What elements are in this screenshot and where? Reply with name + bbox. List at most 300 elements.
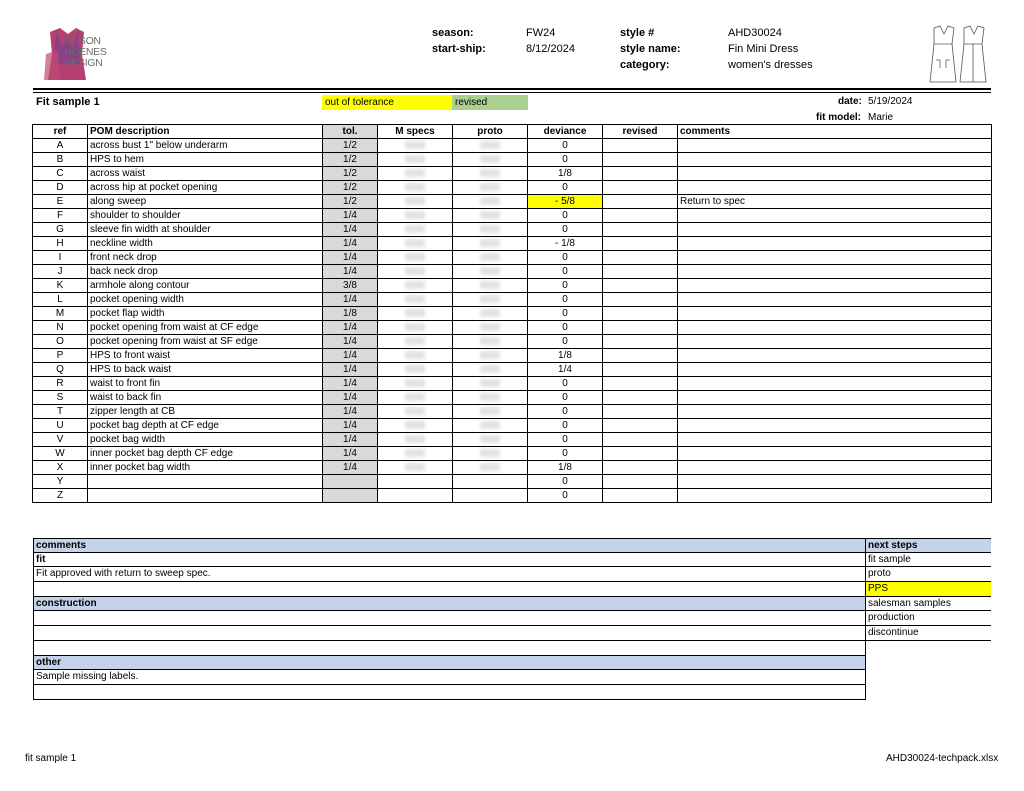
pom-ref: G bbox=[33, 223, 88, 237]
pom-deviance: 0 bbox=[528, 279, 603, 293]
pom-comment bbox=[678, 181, 992, 195]
pom-revised bbox=[603, 321, 678, 335]
redacted-value bbox=[405, 323, 425, 331]
pom-ref: F bbox=[33, 209, 88, 223]
pom-row bbox=[33, 195, 992, 209]
redacted-value bbox=[480, 393, 500, 401]
date-label: date: bbox=[838, 96, 862, 107]
pom-m-spec bbox=[378, 237, 453, 251]
pom-deviance: 0 bbox=[528, 391, 603, 405]
pom-comment bbox=[678, 321, 992, 335]
pom-comment bbox=[678, 433, 992, 447]
pom-proto bbox=[453, 391, 528, 405]
pom-revised bbox=[603, 363, 678, 377]
col-comments: comments bbox=[678, 125, 992, 139]
pom-description: pocket opening width bbox=[88, 293, 323, 307]
pom-deviance: 0 bbox=[528, 475, 603, 489]
construction-heading: construction bbox=[33, 597, 866, 612]
redacted-value bbox=[480, 141, 500, 149]
pom-revised bbox=[603, 307, 678, 321]
startship-value: 8/12/2024 bbox=[526, 43, 575, 55]
pom-proto bbox=[453, 335, 528, 349]
pom-tol: 1/4 bbox=[323, 433, 378, 447]
pom-ref: O bbox=[33, 335, 88, 349]
pom-deviance: 1/4 bbox=[528, 363, 603, 377]
pom-tol: 1/2 bbox=[323, 167, 378, 181]
pom-description: neckline width bbox=[88, 237, 323, 251]
legend-revised: revised bbox=[452, 95, 528, 110]
pom-comment bbox=[678, 279, 992, 293]
pom-row bbox=[33, 461, 992, 475]
pom-row bbox=[33, 139, 992, 153]
pom-revised bbox=[603, 377, 678, 391]
pom-description: zipper length at CB bbox=[88, 405, 323, 419]
pom-comment bbox=[678, 377, 992, 391]
pom-proto bbox=[453, 195, 528, 209]
pom-m-spec bbox=[378, 265, 453, 279]
pom-proto bbox=[453, 251, 528, 265]
next-steps-section bbox=[866, 538, 991, 641]
pom-comment bbox=[678, 251, 992, 265]
next-step-production: production bbox=[866, 611, 991, 626]
legend-out-of-tolerance: out of tolerance bbox=[322, 95, 452, 110]
pom-description: pocket bag width bbox=[88, 433, 323, 447]
pom-comment bbox=[678, 167, 992, 181]
next-step-salesman-samples: salesman samples bbox=[866, 597, 991, 612]
pom-proto bbox=[453, 349, 528, 363]
pom-deviance: 0 bbox=[528, 153, 603, 167]
startship-label: start-ship: bbox=[432, 43, 486, 55]
next-step-discontinue: discontinue bbox=[866, 626, 991, 641]
pom-tol: 1/4 bbox=[323, 391, 378, 405]
pom-revised bbox=[603, 279, 678, 293]
pom-revised bbox=[603, 391, 678, 405]
header-rule bbox=[33, 88, 991, 90]
redacted-value bbox=[480, 351, 500, 359]
pom-deviance: 0 bbox=[528, 209, 603, 223]
pom-proto bbox=[453, 405, 528, 419]
pom-row bbox=[33, 181, 992, 195]
comments-heading: comments bbox=[33, 538, 866, 553]
pom-row bbox=[33, 447, 992, 461]
redacted-value bbox=[480, 449, 500, 457]
pom-m-spec bbox=[378, 433, 453, 447]
redacted-value bbox=[480, 197, 500, 205]
other-heading: other bbox=[33, 656, 866, 671]
pom-proto bbox=[453, 321, 528, 335]
redacted-value bbox=[405, 393, 425, 401]
pom-ref: P bbox=[33, 349, 88, 363]
pom-tol bbox=[323, 475, 378, 489]
pom-m-spec bbox=[378, 377, 453, 391]
pom-ref: U bbox=[33, 419, 88, 433]
redacted-value bbox=[480, 225, 500, 233]
redacted-value bbox=[480, 323, 500, 331]
pom-proto bbox=[453, 279, 528, 293]
pom-revised bbox=[603, 405, 678, 419]
pom-row bbox=[33, 321, 992, 335]
pom-table bbox=[32, 124, 992, 503]
pom-revised bbox=[603, 181, 678, 195]
pom-revised bbox=[603, 461, 678, 475]
pom-tol: 1/4 bbox=[323, 405, 378, 419]
pom-comment bbox=[678, 419, 992, 433]
pom-m-spec bbox=[378, 447, 453, 461]
pom-tol: 1/4 bbox=[323, 349, 378, 363]
pom-deviance: 0 bbox=[528, 223, 603, 237]
category-label: category: bbox=[620, 59, 670, 71]
pom-m-spec bbox=[378, 251, 453, 265]
redacted-value bbox=[480, 281, 500, 289]
pom-ref: K bbox=[33, 279, 88, 293]
pom-comment: Return to spec bbox=[678, 195, 992, 209]
other-comments-text: Sample missing labels. bbox=[33, 670, 866, 685]
logo-text: ALISON HOENES DESIGN bbox=[64, 35, 107, 69]
redacted-value bbox=[405, 267, 425, 275]
pom-tol: 1/4 bbox=[323, 265, 378, 279]
pom-revised bbox=[603, 195, 678, 209]
redacted-value bbox=[405, 169, 425, 177]
pom-revised bbox=[603, 223, 678, 237]
pom-row bbox=[33, 223, 992, 237]
pom-proto bbox=[453, 237, 528, 251]
pom-m-spec bbox=[378, 363, 453, 377]
pom-ref: I bbox=[33, 251, 88, 265]
pom-proto bbox=[453, 209, 528, 223]
pom-row bbox=[33, 307, 992, 321]
pom-deviance: 0 bbox=[528, 293, 603, 307]
pom-m-spec bbox=[378, 195, 453, 209]
pom-description: along sweep bbox=[88, 195, 323, 209]
header-rule-thin bbox=[33, 92, 991, 93]
pom-ref: X bbox=[33, 461, 88, 475]
col-deviance: deviance bbox=[528, 125, 603, 139]
pom-description: pocket flap width bbox=[88, 307, 323, 321]
pom-proto bbox=[453, 153, 528, 167]
pom-description: waist to back fin bbox=[88, 391, 323, 405]
pom-comment bbox=[678, 447, 992, 461]
fit-model-value: Marie bbox=[868, 112, 894, 123]
pom-description: across hip at pocket opening bbox=[88, 181, 323, 195]
pom-m-spec bbox=[378, 293, 453, 307]
redacted-value bbox=[480, 267, 500, 275]
pom-row bbox=[33, 237, 992, 251]
pom-m-spec bbox=[378, 391, 453, 405]
redacted-value bbox=[480, 309, 500, 317]
pom-description bbox=[88, 489, 323, 503]
redacted-value bbox=[405, 309, 425, 317]
pom-tol: 3/8 bbox=[323, 279, 378, 293]
date-value: 5/19/2024 bbox=[868, 96, 913, 107]
pom-m-spec bbox=[378, 181, 453, 195]
pom-ref: Z bbox=[33, 489, 88, 503]
pom-comment bbox=[678, 405, 992, 419]
redacted-value bbox=[405, 421, 425, 429]
pom-proto bbox=[453, 307, 528, 321]
pom-row bbox=[33, 377, 992, 391]
pom-comment bbox=[678, 307, 992, 321]
pom-m-spec bbox=[378, 461, 453, 475]
pom-m-spec bbox=[378, 139, 453, 153]
style-name-label: style name: bbox=[620, 43, 681, 55]
pom-comment bbox=[678, 139, 992, 153]
pom-deviance: 0 bbox=[528, 139, 603, 153]
pom-tol: 1/8 bbox=[323, 307, 378, 321]
pom-m-spec bbox=[378, 167, 453, 181]
pom-row bbox=[33, 363, 992, 377]
construction-line-2 bbox=[33, 626, 866, 641]
pom-m-spec bbox=[378, 419, 453, 433]
pom-comment bbox=[678, 209, 992, 223]
pom-row bbox=[33, 475, 992, 489]
pom-proto bbox=[453, 475, 528, 489]
pom-revised bbox=[603, 349, 678, 363]
pom-proto bbox=[453, 181, 528, 195]
pom-ref: V bbox=[33, 433, 88, 447]
pom-m-spec bbox=[378, 475, 453, 489]
pom-tol: 1/4 bbox=[323, 209, 378, 223]
fit-comments-text: Fit approved with return to sweep spec. bbox=[33, 567, 866, 582]
pom-proto bbox=[453, 293, 528, 307]
pom-tol: 1/4 bbox=[323, 321, 378, 335]
pom-description: across waist bbox=[88, 167, 323, 181]
col-revised: revised bbox=[603, 125, 678, 139]
style-number-label: style # bbox=[620, 27, 655, 39]
col-proto: proto bbox=[453, 125, 528, 139]
pom-comment bbox=[678, 335, 992, 349]
pom-comment bbox=[678, 237, 992, 251]
pom-m-spec bbox=[378, 349, 453, 363]
redacted-value bbox=[480, 169, 500, 177]
pom-m-spec bbox=[378, 209, 453, 223]
pom-deviance: 0 bbox=[528, 433, 603, 447]
pom-tol: 1/4 bbox=[323, 447, 378, 461]
pom-row bbox=[33, 433, 992, 447]
pom-ref: T bbox=[33, 405, 88, 419]
pom-description: across bust 1" below underarm bbox=[88, 139, 323, 153]
pom-proto bbox=[453, 489, 528, 503]
redacted-value bbox=[480, 183, 500, 191]
redacted-value bbox=[405, 435, 425, 443]
style-number-value: AHD30024 bbox=[728, 27, 782, 39]
pom-comment bbox=[678, 265, 992, 279]
redacted-value bbox=[405, 351, 425, 359]
pom-description: HPS to hem bbox=[88, 153, 323, 167]
pom-description: pocket bag depth at CF edge bbox=[88, 419, 323, 433]
pom-tol: 1/2 bbox=[323, 195, 378, 209]
footer-sheet-name: fit sample 1 bbox=[25, 753, 77, 764]
pom-revised bbox=[603, 251, 678, 265]
pom-row bbox=[33, 391, 992, 405]
pom-deviance: 0 bbox=[528, 335, 603, 349]
redacted-value bbox=[405, 211, 425, 219]
pom-m-spec bbox=[378, 279, 453, 293]
pom-m-spec bbox=[378, 321, 453, 335]
pom-revised bbox=[603, 433, 678, 447]
pom-row bbox=[33, 335, 992, 349]
pom-description: shoulder to shoulder bbox=[88, 209, 323, 223]
pom-deviance: 0 bbox=[528, 251, 603, 265]
pom-row bbox=[33, 419, 992, 433]
comments-section bbox=[33, 538, 866, 700]
pom-row bbox=[33, 251, 992, 265]
pom-description: HPS to front waist bbox=[88, 349, 323, 363]
pom-row bbox=[33, 265, 992, 279]
pom-revised bbox=[603, 209, 678, 223]
style-name-value: Fin Mini Dress bbox=[728, 43, 799, 55]
fit-comments-blank bbox=[33, 582, 866, 597]
pom-tol: 1/4 bbox=[323, 363, 378, 377]
redacted-value bbox=[480, 211, 500, 219]
dress-sketch bbox=[926, 24, 992, 86]
pom-description: inner pocket bag width bbox=[88, 461, 323, 475]
pom-revised bbox=[603, 265, 678, 279]
pom-row bbox=[33, 279, 992, 293]
redacted-value bbox=[405, 197, 425, 205]
other-line-2 bbox=[33, 685, 866, 700]
pom-m-spec bbox=[378, 223, 453, 237]
col-tol: tol. bbox=[323, 125, 378, 139]
redacted-value bbox=[480, 337, 500, 345]
pom-tol: 1/2 bbox=[323, 153, 378, 167]
pom-revised bbox=[603, 139, 678, 153]
pom-tol: 1/2 bbox=[323, 139, 378, 153]
pom-tol: 1/4 bbox=[323, 293, 378, 307]
pom-tol: 1/4 bbox=[323, 237, 378, 251]
pom-description: waist to front fin bbox=[88, 377, 323, 391]
next-steps-heading: next steps bbox=[866, 538, 991, 553]
col-m-specs: M specs bbox=[378, 125, 453, 139]
pom-row bbox=[33, 349, 992, 363]
pom-ref: H bbox=[33, 237, 88, 251]
pom-deviance: - 1/8 bbox=[528, 237, 603, 251]
fit-sample-title: Fit sample 1 bbox=[36, 96, 100, 108]
pom-deviance: 0 bbox=[528, 377, 603, 391]
pom-m-spec bbox=[378, 489, 453, 503]
pom-comment bbox=[678, 363, 992, 377]
pom-comment bbox=[678, 391, 992, 405]
pom-comment bbox=[678, 153, 992, 167]
pom-revised bbox=[603, 475, 678, 489]
next-step-pps: PPS bbox=[866, 582, 991, 597]
pom-row bbox=[33, 293, 992, 307]
category-value: women's dresses bbox=[728, 59, 813, 71]
redacted-value bbox=[405, 155, 425, 163]
pom-ref: E bbox=[33, 195, 88, 209]
pom-description bbox=[88, 475, 323, 489]
redacted-value bbox=[405, 281, 425, 289]
pom-tol: 1/4 bbox=[323, 377, 378, 391]
pom-comment bbox=[678, 489, 992, 503]
redacted-value bbox=[405, 449, 425, 457]
pom-m-spec bbox=[378, 335, 453, 349]
redacted-value bbox=[480, 379, 500, 387]
pom-description: sleeve fin width at shoulder bbox=[88, 223, 323, 237]
pom-ref: Y bbox=[33, 475, 88, 489]
redacted-value bbox=[405, 463, 425, 471]
pom-deviance: 0 bbox=[528, 181, 603, 195]
redacted-value bbox=[405, 295, 425, 303]
pom-ref: R bbox=[33, 377, 88, 391]
pom-description: front neck drop bbox=[88, 251, 323, 265]
pom-proto bbox=[453, 447, 528, 461]
pom-description: HPS to back waist bbox=[88, 363, 323, 377]
season-value: FW24 bbox=[526, 27, 556, 39]
pom-ref: S bbox=[33, 391, 88, 405]
redacted-value bbox=[480, 365, 500, 373]
next-step-proto: proto bbox=[866, 567, 991, 582]
pom-ref: L bbox=[33, 293, 88, 307]
redacted-value bbox=[480, 295, 500, 303]
pom-revised bbox=[603, 447, 678, 461]
next-step-fit-sample: fit sample bbox=[866, 553, 991, 568]
pom-comment bbox=[678, 293, 992, 307]
redacted-value bbox=[480, 435, 500, 443]
pom-deviance: 0 bbox=[528, 321, 603, 335]
pom-revised bbox=[603, 153, 678, 167]
pom-tol: 1/4 bbox=[323, 335, 378, 349]
pom-row bbox=[33, 167, 992, 181]
pom-proto bbox=[453, 139, 528, 153]
pom-description: pocket opening from waist at CF edge bbox=[88, 321, 323, 335]
redacted-value bbox=[405, 407, 425, 415]
construction-line-3 bbox=[33, 641, 866, 656]
pom-ref: B bbox=[33, 153, 88, 167]
pom-deviance: 1/8 bbox=[528, 167, 603, 181]
pom-ref: D bbox=[33, 181, 88, 195]
pom-proto bbox=[453, 363, 528, 377]
pom-ref: W bbox=[33, 447, 88, 461]
pom-comment bbox=[678, 223, 992, 237]
pom-ref: C bbox=[33, 167, 88, 181]
pom-revised bbox=[603, 489, 678, 503]
redacted-value bbox=[405, 365, 425, 373]
redacted-value bbox=[405, 253, 425, 261]
pom-m-spec bbox=[378, 405, 453, 419]
pom-deviance: 0 bbox=[528, 419, 603, 433]
pom-tol bbox=[323, 489, 378, 503]
col-ref: ref bbox=[33, 125, 88, 139]
redacted-value bbox=[405, 225, 425, 233]
pom-proto bbox=[453, 265, 528, 279]
pom-m-spec bbox=[378, 153, 453, 167]
pom-deviance: 0 bbox=[528, 307, 603, 321]
pom-tol: 1/4 bbox=[323, 419, 378, 433]
pom-ref: M bbox=[33, 307, 88, 321]
redacted-value bbox=[405, 337, 425, 345]
pom-description: back neck drop bbox=[88, 265, 323, 279]
redacted-value bbox=[480, 421, 500, 429]
pom-proto bbox=[453, 377, 528, 391]
footer-file-name: AHD30024-techpack.xlsx bbox=[886, 753, 999, 764]
redacted-value bbox=[405, 379, 425, 387]
pom-deviance: - 5/8 bbox=[528, 195, 603, 209]
pom-tol: 1/4 bbox=[323, 223, 378, 237]
pom-deviance: 1/8 bbox=[528, 461, 603, 475]
construction-line-1 bbox=[33, 611, 866, 626]
pom-comment bbox=[678, 475, 992, 489]
pom-ref: J bbox=[33, 265, 88, 279]
pom-proto bbox=[453, 167, 528, 181]
fit-model-label: fit model: bbox=[816, 112, 861, 123]
col-pom-description: POM description bbox=[88, 125, 323, 139]
redacted-value bbox=[405, 183, 425, 191]
pom-comment bbox=[678, 349, 992, 363]
season-label: season: bbox=[432, 27, 474, 39]
pom-description: pocket opening from waist at SF edge bbox=[88, 335, 323, 349]
pom-comment bbox=[678, 461, 992, 475]
pom-description: inner pocket bag depth CF edge bbox=[88, 447, 323, 461]
